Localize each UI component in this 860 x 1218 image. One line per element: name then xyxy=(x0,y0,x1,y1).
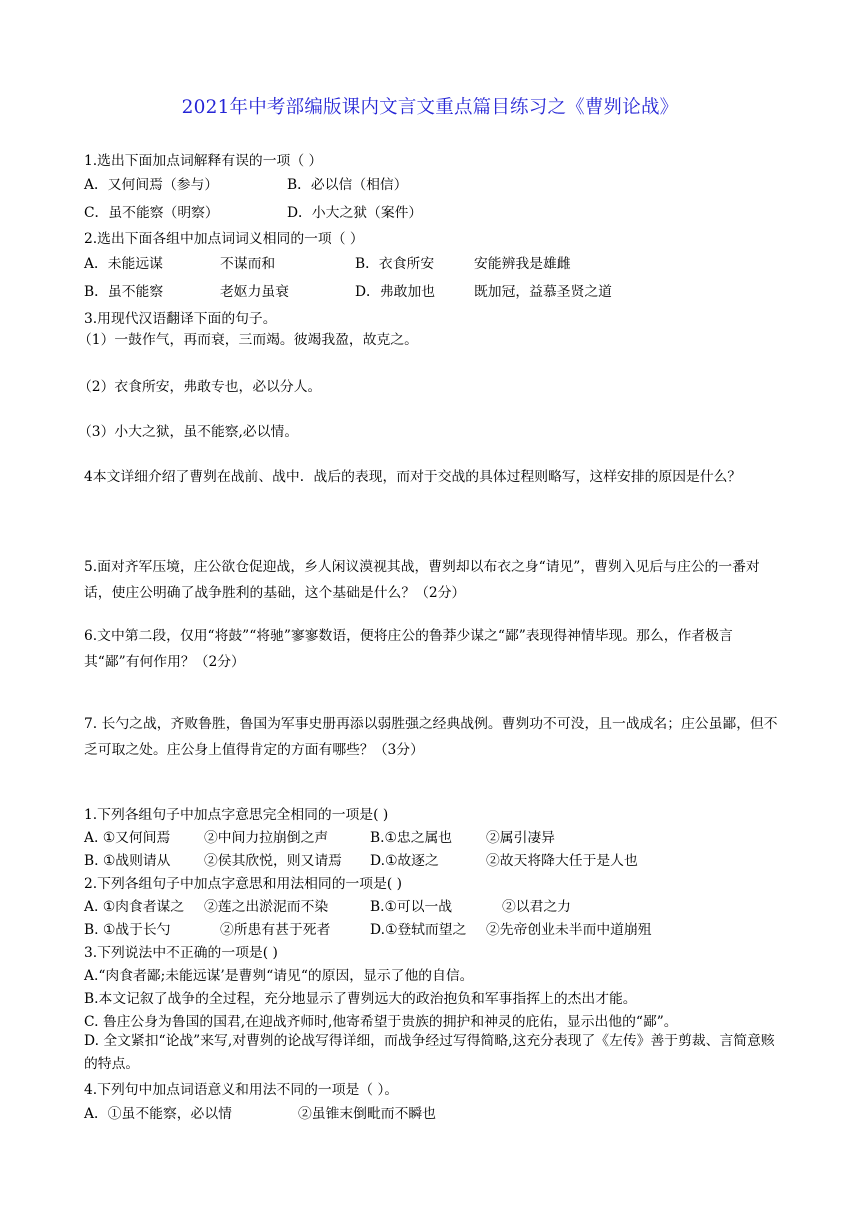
p2-q1-option-b-1: B. ①战则请从 xyxy=(84,853,171,869)
p2-q3-option-b: B.本文记叙了战争的全过程，充分地显示了曹刿远大的政治抱负和军事指挥上的杰出才能。 xyxy=(84,991,637,1007)
p1-q2-option-a-2: 不谋而和 xyxy=(220,256,276,272)
p1-q3-sentence-2: （2）衣食所安，弗敢专也，必以分人。 xyxy=(78,379,322,395)
document-title: 2021年中考部编版课内文言文重点篇目练习之《曹刿论战》 xyxy=(181,97,679,118)
p2-q1-option-a-1: A. ①又何间焉 xyxy=(84,830,171,846)
p1-q1-option-b: B．必以信（相信） xyxy=(287,177,408,193)
p2-q1-option-b-2: ②侯其欣悦，则又请焉 xyxy=(204,853,342,869)
p1-q2-option-d-1: D．弗敢加也 xyxy=(355,284,436,300)
p2-q2-option-a-4: ②以君之力 xyxy=(502,899,571,915)
p2-q2-option-b-2: ②所患有甚于死者 xyxy=(220,922,331,938)
p1-q3-stem: 3.用现代汉语翻译下面的句子。 xyxy=(84,311,277,327)
p2-q2-option-b-1: B. ①战于长勺 xyxy=(84,922,171,938)
p2-q2-option-b-4: ②先帝创业未半而中道崩殂 xyxy=(486,922,652,938)
p1-q1-option-c: C．虽不能察（明察） xyxy=(84,205,219,221)
p1-q5: 5.面对齐军压境，庄公欲仓促迎战，乡人闲议漠视其战，曹刿却以布衣之身“请见”，曹刿入见后与庄公的一番对话，使庄公明确了战争胜利的基础，这个基础是什么？（2分） xyxy=(84,559,760,601)
p1-q4: 4本文详细介绍了曹刿在战前、战中．战后的表现，而对于交战的具体过程则略写，这样安排的原因是什么？ xyxy=(84,469,742,485)
p1-q3-sentence-1: （1）一鼓作气，再而衰，三而竭。彼竭我盈，故克之。 xyxy=(78,332,418,348)
p1-q2-option-d-2: 既加冠，益慕圣贤之道 xyxy=(474,284,612,300)
p2-q2-option-b-3: D.①登轼而望之 xyxy=(370,922,467,938)
p1-q2-option-c-1: B．虽不能察 xyxy=(84,284,164,300)
p1-q2-option-b-2: 安能辨我是雄雌 xyxy=(474,256,571,272)
p2-q3-option-c: C. 鲁庄公身为鲁国的国君,在迎战齐师时,他寄希望于贵族的拥护和神灵的庇佑，显示出他的“鄙”。 xyxy=(84,1014,678,1030)
p1-q7: 7. 长勺之战，齐败鲁胜，鲁国为军事史册再添以弱胜强之经典战例。曹刿功不可没，且一战成名；庄公虽鄙，但不乏可取之处。庄公身上值得肯定的方面有哪些？（3分） xyxy=(84,716,778,758)
p1-q2-option-a-1: A．未能远谋 xyxy=(84,256,163,272)
p2-q1-option-a-2: ②中间力拉崩倒之声 xyxy=(204,830,329,846)
p2-q1-option-a-4: ②属引凄异 xyxy=(486,830,555,846)
p2-q3-stem: 3.下列说法中不正确的一项是( ) xyxy=(84,945,278,961)
p2-q2-option-a-2: ②莲之出淤泥而不染 xyxy=(204,899,329,915)
p2-q3-option-d: D. 全文紧扣“论战”来写,对曹刿的论战写得详细，而战争经过写得简略,这充分表现了《左传》善于剪裁、言简意赅的特点。 xyxy=(84,1033,775,1072)
p1-q3-sentence-3: （3）小大之狱，虽不能察,必以情。 xyxy=(78,424,299,440)
p2-q3-option-a: A.“肉食者鄙;未能远谋’是曹刿“请见“的原因，显示了他的自信。 xyxy=(84,968,474,984)
p2-q1-option-b-4: ②故天将降大任于是人也 xyxy=(486,853,638,869)
p1-q2-option-b-1: B．衣食所安 xyxy=(355,256,435,272)
p2-q1-option-b-3: D.①故逐之 xyxy=(370,853,439,869)
p2-q1-stem: 1.下列各组句子中加点字意思完全相同的一项是( ) xyxy=(84,807,389,823)
p1-q2-option-c-2: 老妪力虽衰 xyxy=(220,284,289,300)
p2-q4-option-a-1: A．①虽不能察，必以情 xyxy=(84,1106,232,1122)
p1-q1-stem: 1.选出下面加点词解释有误的一项（ ） xyxy=(84,153,323,169)
p1-q1-option-a: A．又何间焉（参与） xyxy=(84,177,219,193)
p1-q6: 6.文中第二段，仅用“将鼓”“将驰”寥寥数语，便将庄公的鲁莽少谋之“鄙”表现得神情毕现。那么，作者极言其“鄙”有何作用？（2分） xyxy=(84,628,733,670)
p2-q4-option-a-2: ②虽锥末倒毗而不瞬也 xyxy=(298,1106,436,1122)
p2-q4-stem: 4.下列句中加点词语意义和用法不同的一项是（ ）。 xyxy=(84,1082,399,1098)
p1-q1-option-d: D．小大之狱（案件） xyxy=(287,205,423,221)
p2-q1-option-a-3: B.①忠之属也 xyxy=(370,830,453,846)
p2-q2-option-a-1: A. ①肉食者谋之 xyxy=(84,899,185,915)
p1-q2-stem: 2.选出下面各组中加点词词义相同的一项（ ） xyxy=(84,231,364,247)
p2-q2-stem: 2.下列各组句子中加点字意思和用法相同的一项是( ) xyxy=(84,876,403,892)
p2-q2-option-a-3: B.①可以一战 xyxy=(370,899,453,915)
